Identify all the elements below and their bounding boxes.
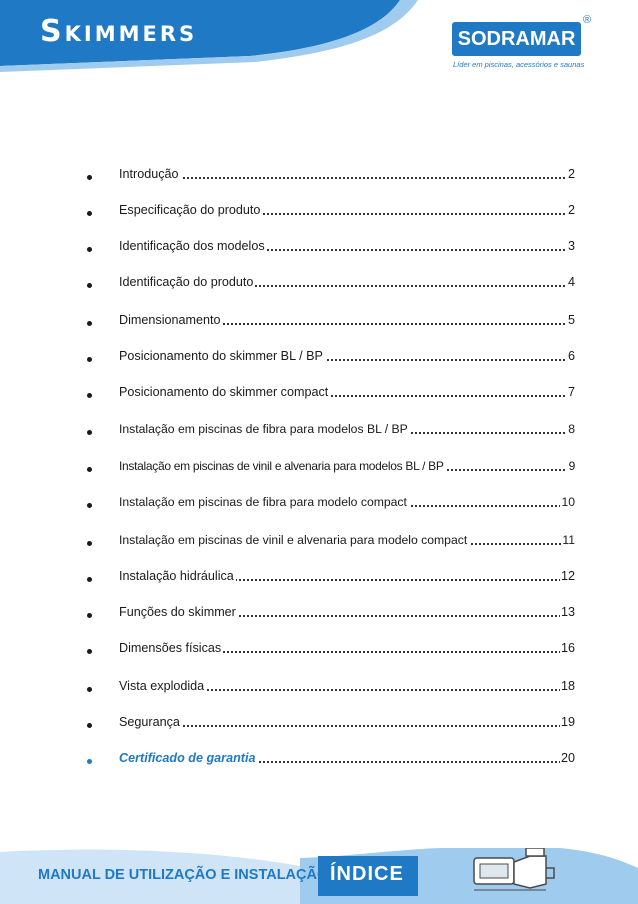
toc-item-page: 12 (560, 569, 575, 583)
toc-item-page: 2 (567, 167, 575, 181)
leader-dots (119, 725, 565, 727)
bullet-icon (87, 467, 92, 472)
toc-item-title: Dimensionamento (119, 313, 221, 327)
toc-item-title: Vista explodida (119, 679, 205, 693)
toc-item-title: Funções do skimmer (119, 605, 236, 619)
bullet-icon (87, 687, 92, 692)
toc-item-page: 9 (568, 459, 575, 473)
brand-logo (452, 22, 581, 56)
section-title: ÍNDICE (330, 863, 404, 885)
toc-item-page: 4 (567, 275, 575, 289)
brand-logo-text: SODRAMAR (457, 28, 576, 50)
toc-item[interactable] (87, 235, 575, 255)
toc-item-page: 19 (560, 715, 575, 729)
brand-tagline: Líder em piscinas, acessórios e saunas (453, 60, 585, 69)
toc-item-page: 2 (567, 203, 575, 217)
skimmer-illustration-icon (468, 848, 558, 898)
leader-dots (119, 177, 565, 179)
bullet-icon (87, 503, 92, 508)
toc-item[interactable] (87, 345, 575, 365)
toc-item-title: Posicionamento do skimmer BL / BP (119, 349, 323, 363)
registered-mark: ® (583, 14, 592, 26)
toc-item[interactable] (87, 199, 575, 219)
bullet-icon (87, 649, 92, 654)
toc-item-page: 5 (567, 313, 575, 327)
toc-item-title: Instalação em piscinas de fibra para modelo compact (119, 495, 407, 509)
toc-item-title: Instalação hidráulica (119, 569, 234, 583)
bullet-icon (87, 175, 92, 180)
toc-item-page: 20 (560, 751, 575, 765)
toc-item-title: Identificação do produto (119, 275, 254, 289)
toc-item-title: Segurança (119, 715, 180, 729)
toc-item[interactable] (87, 271, 575, 291)
toc-item-page: 18 (560, 679, 575, 693)
toc-item[interactable] (87, 601, 575, 621)
bullet-icon (87, 723, 92, 728)
page-header (0, 0, 638, 95)
toc-item-page: 6 (567, 349, 575, 363)
toc-item[interactable] (87, 637, 575, 657)
toc-item-page: 10 (561, 495, 575, 509)
toc-item-certificate[interactable] (87, 747, 575, 767)
bullet-icon (87, 357, 92, 362)
bullet-icon (87, 759, 92, 764)
toc-item[interactable] (87, 711, 575, 731)
manual-title: MANUAL DE UTILIZAÇÃO E INSTALAÇÃO (38, 867, 329, 883)
toc-item-page: 16 (560, 641, 575, 655)
bullet-icon (87, 283, 92, 288)
toc-item[interactable] (87, 163, 575, 183)
bullet-icon (87, 321, 92, 326)
header-title: Skimmers (40, 14, 198, 49)
bullet-icon (87, 393, 92, 398)
toc-item[interactable] (87, 309, 575, 329)
toc-item[interactable] (87, 381, 575, 401)
toc-item[interactable] (87, 565, 575, 585)
bullet-icon (87, 247, 92, 252)
bullet-icon (87, 541, 92, 546)
toc-item-page: 11 (562, 533, 575, 547)
toc-item-title: Certificado de garantia (119, 751, 256, 765)
toc-item-title: Introdução (119, 167, 179, 181)
bullet-icon (87, 430, 92, 435)
toc-item[interactable] (87, 675, 575, 695)
toc-item-title: Identificação dos modelos (119, 239, 265, 253)
toc-item[interactable] (87, 491, 575, 511)
toc-item-page: 13 (560, 605, 575, 619)
toc-item-page: 7 (567, 385, 575, 399)
bullet-icon (87, 577, 92, 582)
toc-item[interactable] (87, 418, 575, 438)
toc-item[interactable] (87, 455, 575, 475)
toc-item-page: 3 (567, 239, 575, 253)
toc-item[interactable] (87, 529, 575, 549)
toc-item-title: Instalação em piscinas de fibra para modelos BL / BP (119, 422, 408, 436)
toc-item-title: Posicionamento do skimmer compact (119, 385, 329, 399)
toc-item-title: Especificação do produto (119, 203, 261, 217)
toc-item-title: Instalação em piscinas de vinil e alvenaria para modelos BL / BP (119, 459, 444, 473)
bullet-icon (87, 211, 92, 216)
toc-item-title: Dimensões físicas (119, 641, 222, 655)
toc-item-page: 8 (568, 422, 575, 436)
toc-item-title: Instalação em piscinas de vinil e alvenaria para modelo compact (119, 533, 468, 547)
bullet-icon (87, 613, 92, 618)
